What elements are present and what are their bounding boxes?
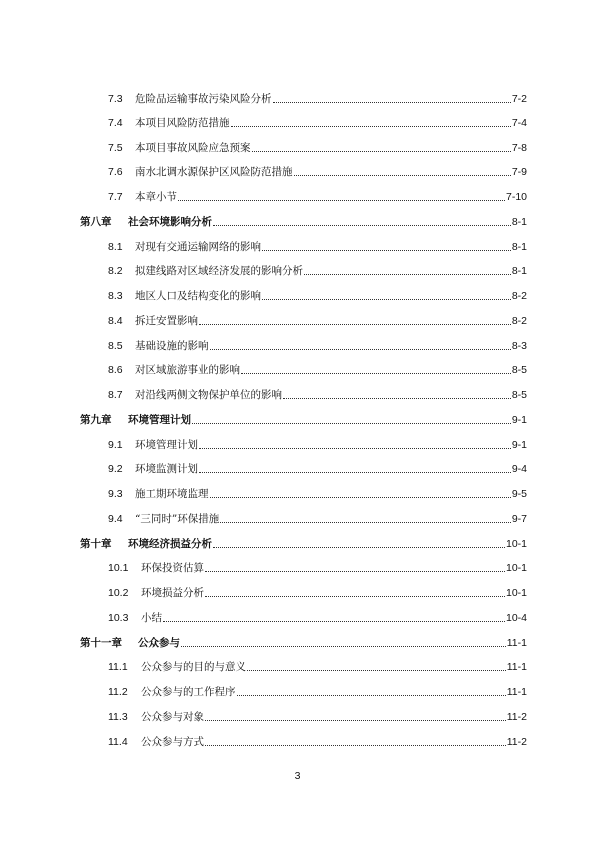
section-title: 公众参与的目的与意义 xyxy=(141,661,246,673)
dot-leader xyxy=(192,413,511,427)
dot-leader xyxy=(178,190,505,204)
section-number: 9.1 xyxy=(108,439,123,451)
section-number: 11.4 xyxy=(108,736,128,748)
page-ref: 8-2 xyxy=(511,290,527,302)
section-number: 9.4 xyxy=(108,513,123,525)
page-number: 3 xyxy=(294,770,301,782)
page-ref: 11-2 xyxy=(506,711,527,723)
section-number: 11.1 xyxy=(108,661,128,673)
dot-leader xyxy=(262,240,511,254)
section-number: 7.4 xyxy=(108,117,123,129)
dot-leader xyxy=(199,438,511,452)
section-title: 对沿线两侧文物保护单位的影响 xyxy=(135,389,282,401)
page-ref: 11-1 xyxy=(506,661,527,673)
dot-leader xyxy=(262,289,511,303)
dot-leader xyxy=(199,462,511,476)
page-ref: 8-3 xyxy=(511,340,527,352)
toc-entry-9-1[interactable] xyxy=(0,436,595,452)
dot-leader xyxy=(181,636,506,650)
section-number: 7.7 xyxy=(108,191,123,203)
toc-entry-7-4[interactable] xyxy=(0,114,595,130)
section-number: 8.4 xyxy=(108,315,123,327)
page-ref: 11-1 xyxy=(506,637,527,649)
toc-entry-7-7[interactable] xyxy=(0,188,595,204)
dot-leader xyxy=(273,92,511,106)
page-ref: 7-2 xyxy=(511,93,527,105)
toc-entry-11-1[interactable] xyxy=(0,658,595,674)
chapter-number: 第八章 xyxy=(80,216,112,228)
chapter-number: 第九章 xyxy=(80,414,112,426)
toc-chapter-8[interactable] xyxy=(0,213,595,229)
toc-entry-11-3[interactable] xyxy=(0,708,595,724)
toc-entry-9-4[interactable] xyxy=(0,510,595,526)
page-ref: 10-1 xyxy=(505,538,527,550)
dot-leader xyxy=(205,561,505,575)
dot-leader xyxy=(231,116,511,130)
section-title: 公众参与方式 xyxy=(141,736,204,748)
page-ref: 10-1 xyxy=(505,562,527,574)
dot-leader xyxy=(241,363,511,377)
chapter-number: 第十章 xyxy=(80,538,112,550)
section-number: 8.7 xyxy=(108,389,123,401)
section-title: 公众参与对象 xyxy=(141,711,204,723)
toc-entry-8-2[interactable] xyxy=(0,262,595,278)
section-title: 环境损益分析 xyxy=(141,587,204,599)
section-number: 10.2 xyxy=(108,587,129,599)
toc-entry-8-7[interactable] xyxy=(0,386,595,402)
toc-entry-9-2[interactable] xyxy=(0,460,595,476)
section-number: 11.3 xyxy=(108,711,128,723)
chapter-number: 第十一章 xyxy=(80,637,122,649)
toc-entry-8-3[interactable] xyxy=(0,287,595,303)
section-number: 8.6 xyxy=(108,364,123,376)
section-title: 施工期环境监理 xyxy=(135,488,209,500)
page-ref: 11-1 xyxy=(506,686,527,698)
toc-entry-9-3[interactable] xyxy=(0,485,595,501)
dot-leader xyxy=(252,141,511,155)
section-number: 7.6 xyxy=(108,166,123,178)
page-ref: 11-2 xyxy=(506,736,527,748)
dot-leader xyxy=(213,215,511,229)
chapter-title: 社会环境影响分析 xyxy=(128,216,212,228)
toc-entry-7-5[interactable] xyxy=(0,139,595,155)
dot-leader xyxy=(205,586,505,600)
toc-chapter-9[interactable] xyxy=(0,411,595,427)
dot-leader xyxy=(237,685,506,699)
dot-leader xyxy=(205,735,506,749)
toc-entry-10-2[interactable] xyxy=(0,584,595,600)
toc-chapter-11[interactable] xyxy=(0,634,595,650)
section-title: 危险品运输事故污染风险分析 xyxy=(135,93,272,105)
page-ref: 8-1 xyxy=(511,265,527,277)
toc-entry-7-6[interactable] xyxy=(0,163,595,179)
section-number: 7.5 xyxy=(108,142,123,154)
section-number: 10.1 xyxy=(108,562,129,574)
section-title: 对现有交通运输网络的影响 xyxy=(135,241,261,253)
page-ref: 8-2 xyxy=(511,315,527,327)
toc-chapter-10[interactable] xyxy=(0,535,595,551)
page-ref: 10-4 xyxy=(505,612,527,624)
dot-leader xyxy=(210,339,511,353)
section-title: 环保投资估算 xyxy=(141,562,204,574)
toc-entry-11-2[interactable] xyxy=(0,683,595,699)
dot-leader xyxy=(205,710,506,724)
dot-leader xyxy=(199,314,511,328)
section-title: 对区域旅游事业的影响 xyxy=(135,364,240,376)
dot-leader xyxy=(213,537,505,551)
toc-entry-10-3[interactable] xyxy=(0,609,595,625)
section-title: 南水北调水源保护区风险防范措施 xyxy=(135,166,293,178)
section-title: 本项目事故风险应急预案 xyxy=(135,142,251,154)
page-ref: 9-4 xyxy=(511,463,527,475)
chapter-title: 公众参与 xyxy=(138,637,180,649)
toc-entry-8-4[interactable] xyxy=(0,312,595,328)
section-title: 本章小节 xyxy=(135,191,177,203)
section-number: 10.3 xyxy=(108,612,129,624)
page-ref: 9-1 xyxy=(511,439,527,451)
chapter-title: 环境经济损益分析 xyxy=(128,538,212,550)
page-ref: 10-1 xyxy=(505,587,527,599)
section-number: 8.2 xyxy=(108,265,123,277)
chapter-title: 环境管理计划 xyxy=(128,414,191,426)
section-title: 本项目风险防范措施 xyxy=(135,117,230,129)
dot-leader xyxy=(283,388,511,402)
section-title: 拟建线路对区域经济发展的影响分析 xyxy=(135,265,303,277)
page-ref: 8-1 xyxy=(511,216,527,228)
dot-leader xyxy=(294,165,511,179)
section-number: 8.5 xyxy=(108,340,123,352)
page-ref: 7-10 xyxy=(505,191,527,203)
section-title: 公众参与的工作程序 xyxy=(141,686,236,698)
section-title: 基础设施的影响 xyxy=(135,340,209,352)
section-title: 拆迁安置影响 xyxy=(135,315,198,327)
section-number: 9.3 xyxy=(108,488,123,500)
section-number: 11.2 xyxy=(108,686,128,698)
section-title: 环境管理计划 xyxy=(135,439,198,451)
page-ref: 8-5 xyxy=(511,364,527,376)
toc-entry-7-3[interactable] xyxy=(0,90,595,106)
section-title: 环境监测计划 xyxy=(135,463,198,475)
section-number: 8.3 xyxy=(108,290,123,302)
section-number: 8.1 xyxy=(108,241,123,253)
dot-leader xyxy=(220,512,511,526)
toc-entry-10-1[interactable] xyxy=(0,559,595,575)
section-number: 9.2 xyxy=(108,463,123,475)
page-ref: 9-1 xyxy=(511,414,527,426)
dot-leader xyxy=(163,611,505,625)
page-ref: 7-4 xyxy=(511,117,527,129)
section-title: 小结 xyxy=(141,612,162,624)
toc-entry-8-1[interactable] xyxy=(0,238,595,254)
dot-leader xyxy=(304,264,511,278)
page-ref: 7-8 xyxy=(511,142,527,154)
page-ref: 8-1 xyxy=(511,241,527,253)
dot-leader xyxy=(247,660,506,674)
page-ref: 7-9 xyxy=(511,166,527,178)
section-title: “三同时”环保措施 xyxy=(135,513,220,525)
page-ref: 8-5 xyxy=(511,389,527,401)
page-ref: 9-5 xyxy=(511,488,527,500)
section-title: 地区人口及结构变化的影响 xyxy=(135,290,261,302)
toc-entry-8-5[interactable] xyxy=(0,337,595,353)
section-number: 7.3 xyxy=(108,93,123,105)
dot-leader xyxy=(210,487,511,501)
toc-entry-11-4[interactable] xyxy=(0,733,595,749)
page-ref: 9-7 xyxy=(511,513,527,525)
toc-entry-8-6[interactable] xyxy=(0,361,595,377)
